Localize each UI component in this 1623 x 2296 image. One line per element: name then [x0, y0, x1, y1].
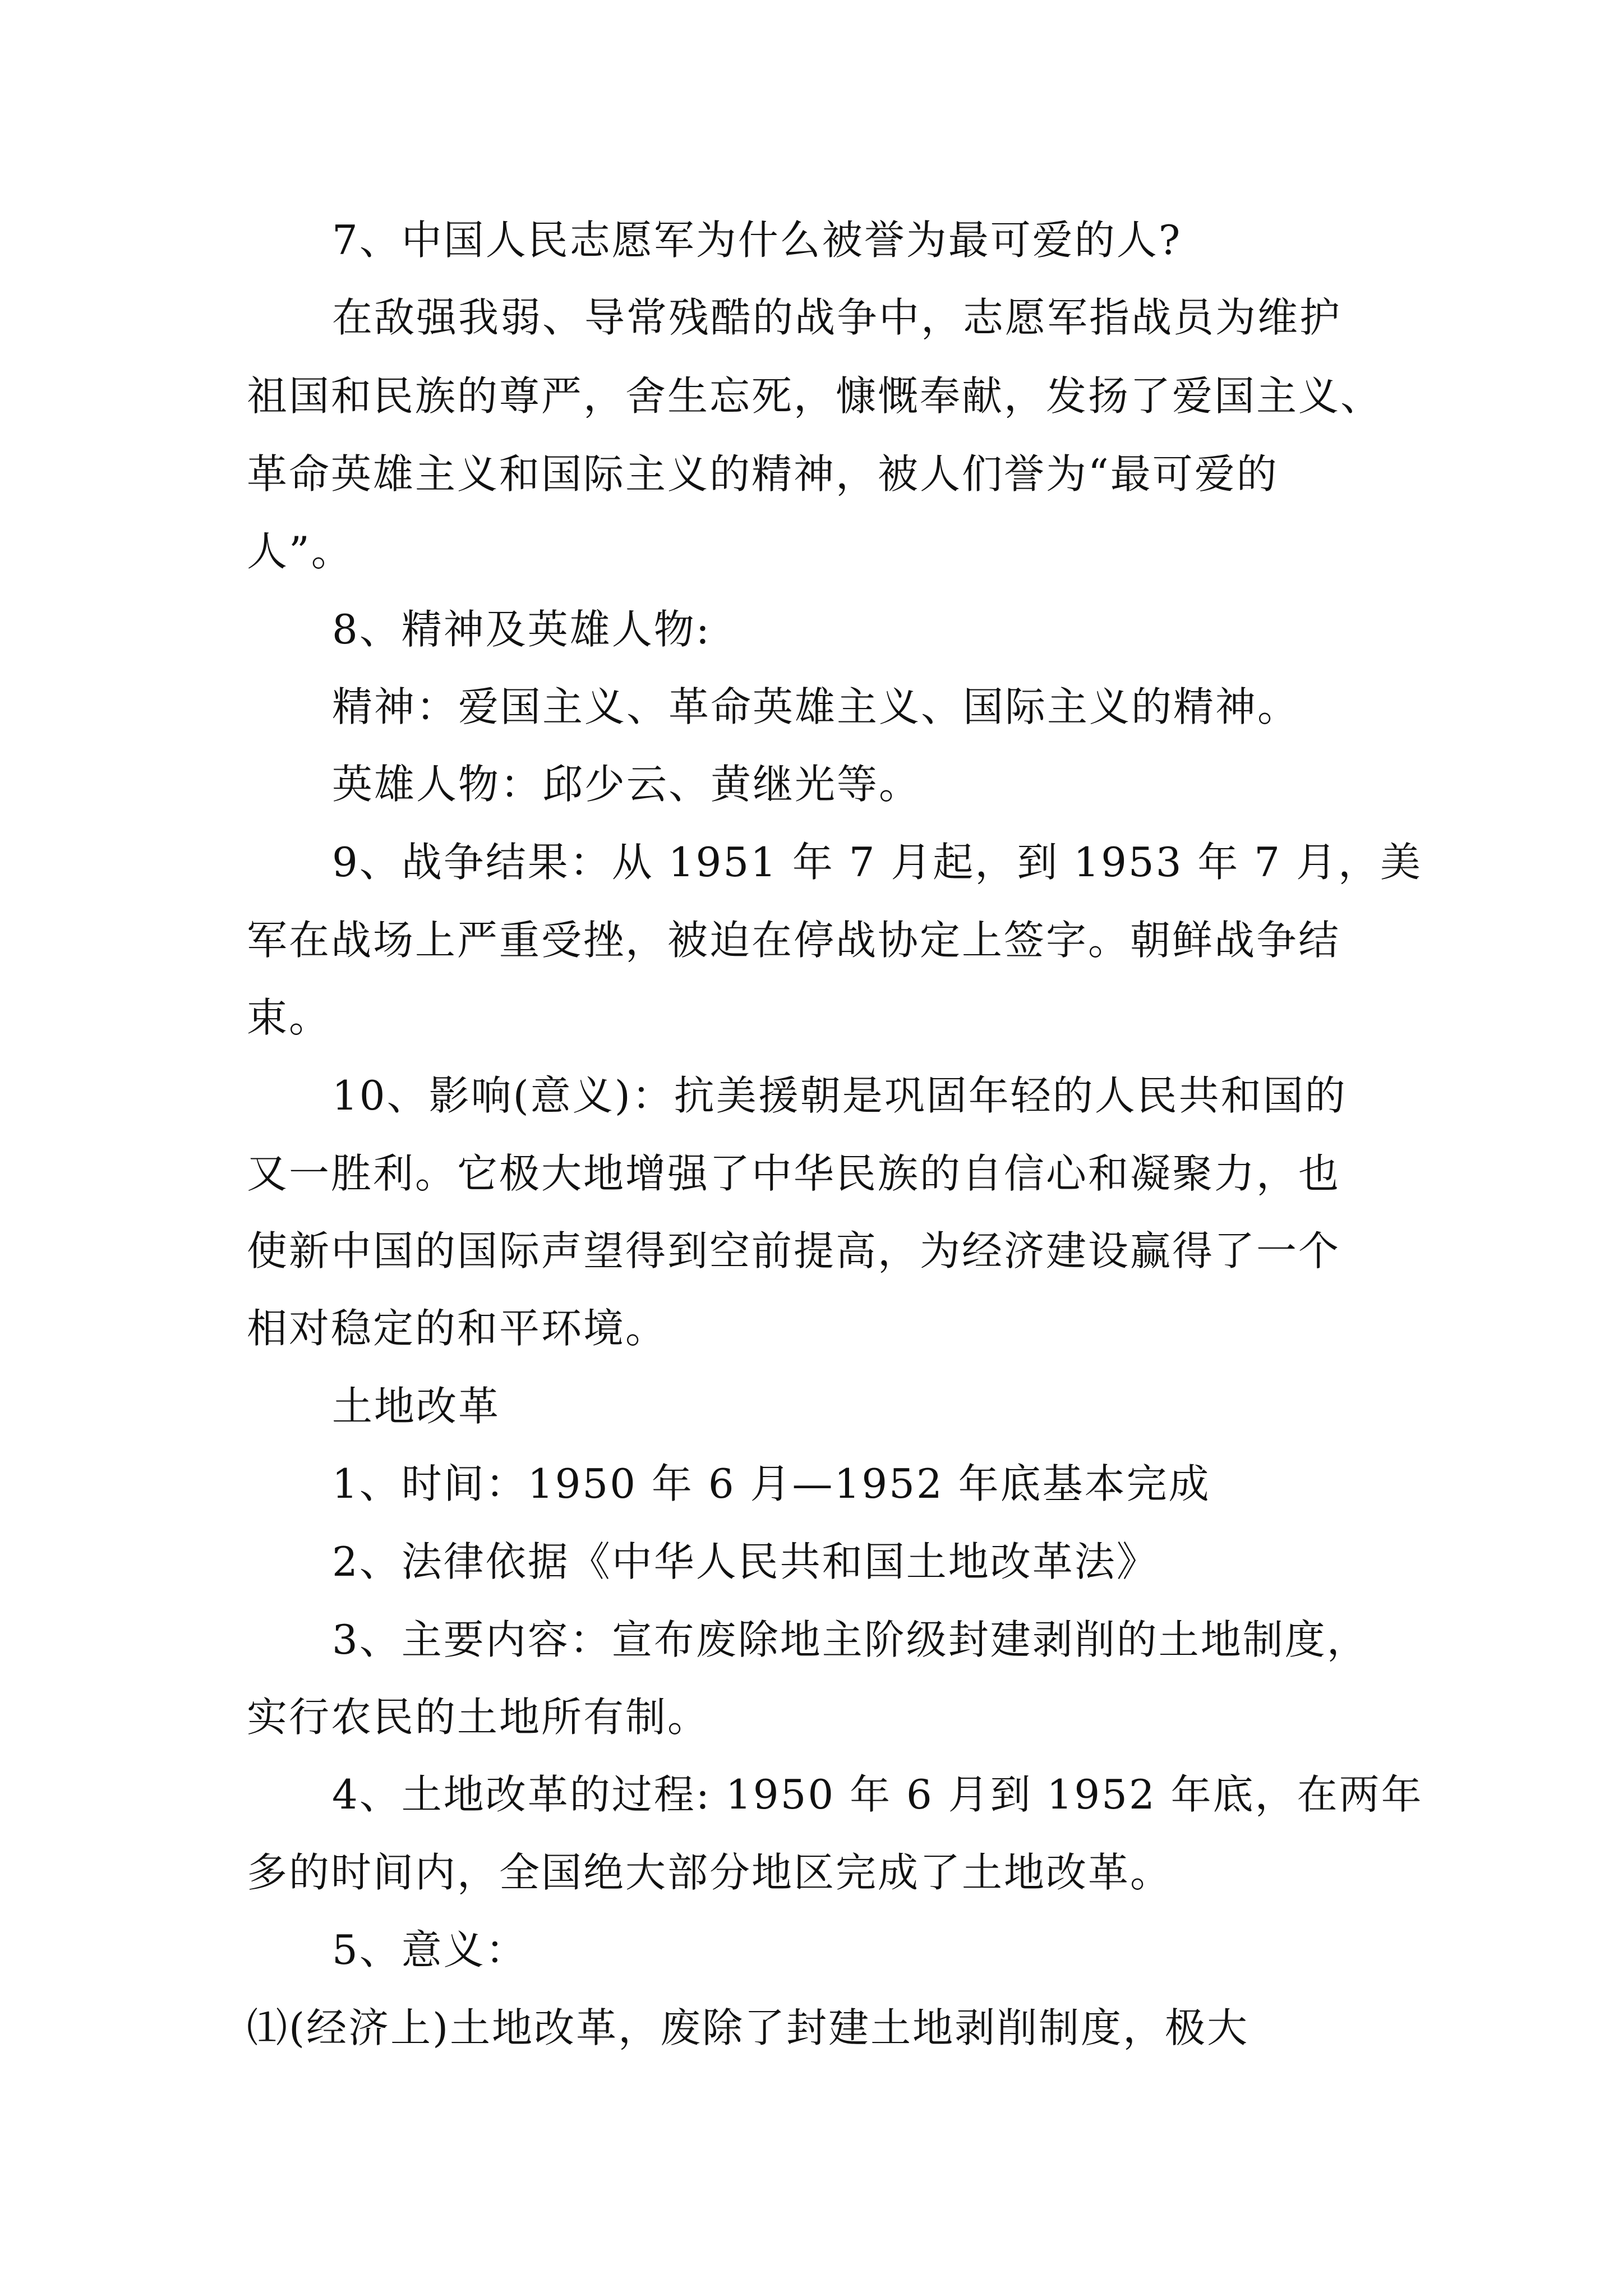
land-reform-item-4-line-1: 4、土地改革的过程: 1950 年 6 月到 1952 年底，在两年 [332, 1771, 1423, 1818]
land-reform-item-4-line-2: 多的时间内，全国绝大部分地区完成了土地改革。 [247, 1849, 1173, 1896]
land-reform-item-3-line-2: 实行农民的土地所有制。 [247, 1694, 710, 1741]
land-reform-item-1: 1、时间：1950 年 6 月—1952 年底基本完成 [332, 1460, 1211, 1507]
question-7-answer-line-2: 祖国和民族的尊严，舍生忘死，慷慨奉献，发扬了爱国主义、 [247, 372, 1383, 420]
question-9-line-1: 9、战争结果：从 1951 年 7 月起，到 1953 年 7 月，美 [332, 839, 1422, 886]
question-10-line-4: 相对稳定的和平环境。 [247, 1305, 668, 1352]
question-10-line-2: 又一胜利。它极大地增强了中华民族的自信心和凝聚力，也 [247, 1150, 1341, 1197]
question-9-line-3: 束。 [247, 994, 331, 1041]
question-8-heading: 8、精神及英雄人物: [332, 606, 712, 653]
question-7-answer-line-1: 在敌强我弱、导常残酷的战争中，志愿军指战员为维护 [332, 294, 1342, 341]
question-7-answer-line-4: 人”。 [247, 528, 353, 575]
question-10-line-3: 使新中国的国际声望得到空前提高，为经济建设赢得了一个 [247, 1227, 1341, 1274]
question-7-answer-line-3: 革命英雄主义和国际主义的精神，被人们誉为“最可爱的 [247, 450, 1279, 498]
question-7-heading: 7、中国人民志愿军为什么被誉为最可爱的人? [332, 217, 1182, 264]
spirit-line: 精神：爱国主义、革命英雄主义、国际主义的精神。 [332, 683, 1300, 730]
question-9-line-2: 军在战场上严重受挫，被迫在停战协定上签字。朝鲜战争结 [247, 917, 1341, 964]
land-reform-item-5-sub-1: ⑴(经济上)土地改革，废除了封建土地剥削制度，极大 [247, 2004, 1249, 2051]
land-reform-item-5: 5、意义： [332, 1926, 528, 1973]
land-reform-item-2: 2、法律依据《中华人民共和国土地改革法》 [332, 1538, 1159, 1585]
question-10-line-1: 10、影响(意义)：抗美援朝是巩固年轻的人民共和国的 [332, 1072, 1347, 1119]
land-reform-item-3-line-1: 3、主要内容：宣布废除地主阶级封建剥削的土地制度， [332, 1616, 1369, 1663]
heroes-line: 英雄人物：邱少云、黄继光等。 [332, 761, 921, 808]
section-heading-land-reform: 土地改革 [332, 1383, 501, 1430]
